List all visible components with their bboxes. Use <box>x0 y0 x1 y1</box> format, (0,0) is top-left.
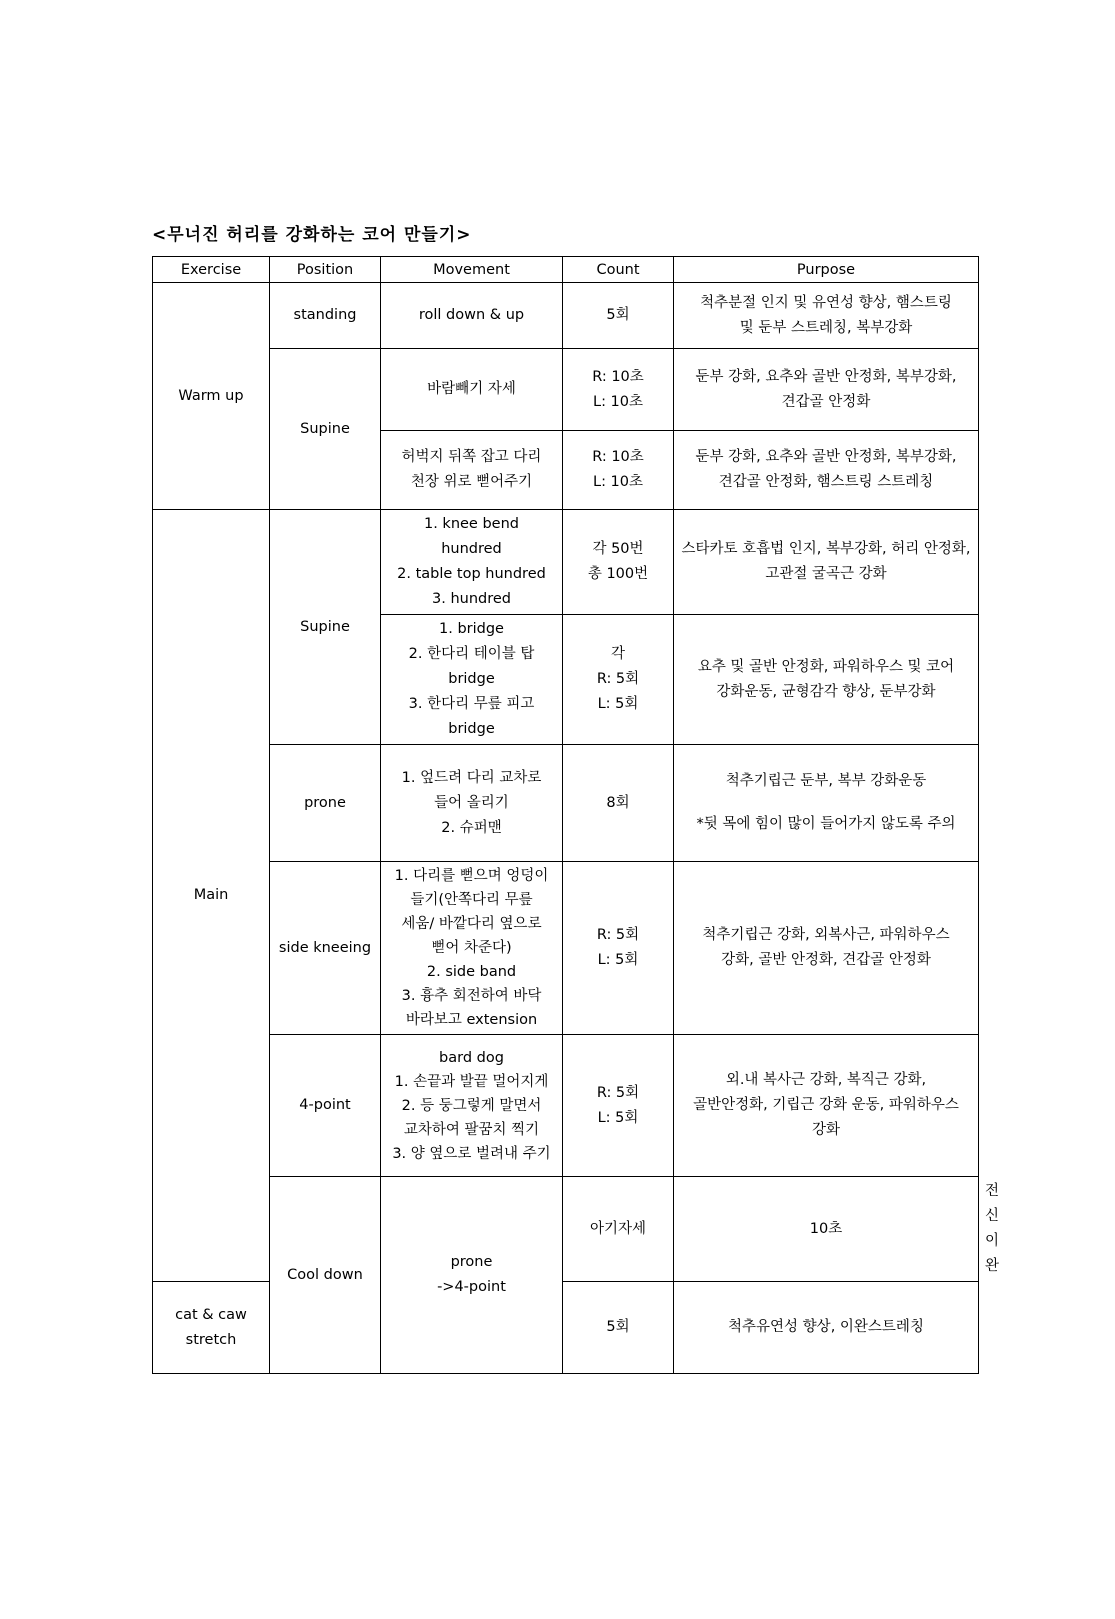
position-cell: Supine <box>270 349 381 510</box>
movement-cell: roll down & up <box>381 283 563 349</box>
purpose-cell: 둔부 강화, 요추와 골반 안정화, 복부강화, 견갑골 안정화 <box>674 349 979 431</box>
movement-cell: 1. knee bend hundred 2. table top hundred 3. hundred <box>381 510 563 615</box>
count-cell: R: 10초 L: 10초 <box>563 349 674 431</box>
position-cell: 4-point <box>270 1035 381 1177</box>
count-cell: 각 R: 5회 L: 5회 <box>563 615 674 745</box>
count-cell: R: 10초 L: 10초 <box>563 431 674 510</box>
page-title: <무너진 허리를 강화하는 코어 만들기> <box>152 225 472 245</box>
table-row <box>153 510 979 615</box>
movement-cell: 1. 다리를 뻗으며 엉덩이 들기(안쪽다리 무릎 세움/ 바깥다리 옆으로 뻗어 차준다) 2. side band 3. 흉추 회전하여 바닥 바라보고 extension <box>381 862 563 1035</box>
movement-cell: cat & caw stretch <box>153 1282 270 1374</box>
movement-cell: 1. 엎드려 다리 교차로 들어 올리기 2. 슈퍼맨 <box>381 745 563 862</box>
count-cell: 5회 <box>563 1282 674 1374</box>
movement-cell: 1. bridge 2. 한다리 테이블 탑 bridge 3. 한다리 무릎 피고 bridge <box>381 615 563 745</box>
position-cell: prone ->4-point <box>381 1177 563 1374</box>
purpose-cell: 요추 및 골반 안정화, 파워하우스 및 코어 강화운동, 균형감각 향상, 둔부강화 <box>674 615 979 745</box>
exercise-table <box>152 256 1000 1374</box>
movement-cell: 아기자세 <box>563 1177 674 1282</box>
purpose-cell: 척추기립근 강화, 외복사근, 파워하우스 강화, 골반 안정화, 견갑골 안정화 <box>674 862 979 1035</box>
table-row <box>153 745 979 862</box>
position-cell: side kneeing <box>270 862 381 1035</box>
movement-cell: bard dog 1. 손끝과 발끝 멀어지게 2. 등 둥그렇게 말면서 교차하여 팔꿈치 찍기 3. 양 옆으로 벌려내 주기 <box>381 1035 563 1177</box>
header-movement: Movement <box>381 257 563 283</box>
position-cell: prone <box>270 745 381 862</box>
header-count: Count <box>563 257 674 283</box>
table-row <box>153 349 979 431</box>
purpose-cell: 외.내 복사근 강화, 복직근 강화, 골반안정화, 기립근 강화 운동, 파워하우스 강화 <box>674 1035 979 1177</box>
movement-cell: 허벅지 뒤쪽 잡고 다리 천장 위로 뻗어주기 <box>381 431 563 510</box>
table-row <box>153 862 979 1035</box>
purpose-cell: 스타카토 호흡법 인지, 복부강화, 허리 안정화, 고관절 굴곡근 강화 <box>674 510 979 615</box>
count-cell: 10초 <box>674 1177 979 1282</box>
exercise-main: Main <box>153 510 270 1282</box>
position-cell: standing <box>270 283 381 349</box>
count-cell: R: 5회 L: 5회 <box>563 1035 674 1177</box>
header-position: Position <box>270 257 381 283</box>
purpose-cell: 척추유연성 향상, 이완스트레칭 <box>674 1282 979 1374</box>
count-cell: 5회 <box>563 283 674 349</box>
table-row <box>153 1035 979 1177</box>
header-exercise: Exercise <box>153 257 270 283</box>
position-cell: Supine <box>270 510 381 745</box>
count-cell: R: 5회 L: 5회 <box>563 862 674 1035</box>
header-row <box>153 257 979 283</box>
purpose-cell: 척추기립근 둔부, 복부 강화운동 *뒷 목에 힘이 많이 들어가지 않도록 주의 <box>674 745 979 862</box>
table-row <box>153 283 979 349</box>
count-cell: 각 50번 총 100번 <box>563 510 674 615</box>
movement-cell: 바람빼기 자세 <box>381 349 563 431</box>
exercise-cooldown: Cool down <box>270 1177 381 1374</box>
count-cell: 8회 <box>563 745 674 862</box>
purpose-cell: 둔부 강화, 요추와 골반 안정화, 복부강화, 견갑골 안정화, 햄스트링 스트레칭 <box>674 431 979 510</box>
purpose-cell: 척추분절 인지 및 유연성 향상, 햄스트링 및 둔부 스트레칭, 복부강화 <box>674 283 979 349</box>
header-purpose: Purpose <box>674 257 979 283</box>
exercise-warmup: Warm up <box>153 283 270 510</box>
table-row: Cool down prone ->4-point 아기자세 10초 전신 이완 <box>153 1177 979 1282</box>
